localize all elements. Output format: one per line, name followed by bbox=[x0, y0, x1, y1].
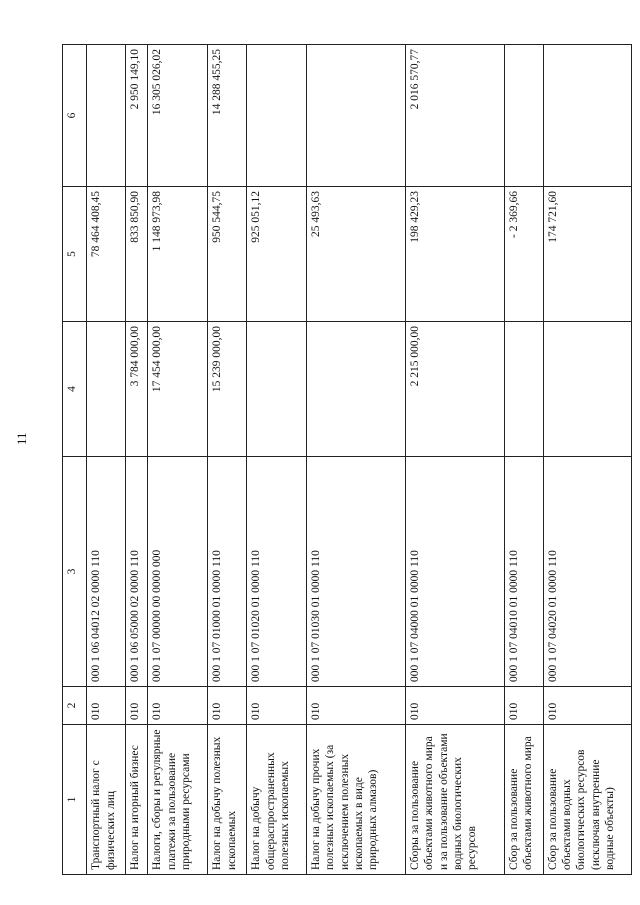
cell-budget-code: 000 1 07 01020 01 0000 110 bbox=[247, 457, 307, 687]
cell-unexecuted: 2 016 570,77 bbox=[405, 45, 504, 187]
cell-approved: 15 239 000,00 bbox=[208, 322, 247, 457]
cell-name: Налог на добычу общераспространенных полезных ископаемых bbox=[247, 725, 307, 875]
column-header: 4 bbox=[63, 322, 87, 457]
table-row bbox=[504, 45, 543, 875]
cell-unexecuted: 2 950 149,10 bbox=[126, 45, 148, 187]
cell-executed: 25 493,63 bbox=[306, 187, 405, 322]
cell-approved: 2 215 000,00 bbox=[405, 322, 504, 457]
cell-budget-code: 000 1 07 01000 01 0000 110 bbox=[208, 457, 247, 687]
cell-executed: 174 721,60 bbox=[543, 187, 631, 322]
cell-executed: 78 464 408,45 bbox=[87, 187, 126, 322]
cell-line-code: 010 bbox=[87, 687, 126, 725]
cell-approved bbox=[87, 322, 126, 457]
header-row bbox=[63, 45, 87, 875]
revenue-table bbox=[62, 44, 632, 875]
cell-unexecuted: 16 305 026,02 bbox=[148, 45, 208, 187]
table-row bbox=[126, 45, 148, 875]
cell-approved: 3 784 000,00 bbox=[126, 322, 148, 457]
cell-line-code: 010 bbox=[504, 687, 543, 725]
table-row bbox=[148, 45, 208, 875]
table-row bbox=[87, 45, 126, 875]
column-header: 3 bbox=[63, 457, 87, 687]
table-row bbox=[405, 45, 504, 875]
cell-budget-code: 000 1 07 01030 01 0000 110 bbox=[306, 457, 405, 687]
cell-unexecuted bbox=[247, 45, 307, 187]
cell-budget-code: 000 1 07 04000 01 0000 110 bbox=[405, 457, 504, 687]
cell-unexecuted bbox=[306, 45, 405, 187]
cell-name: Сбор за пользование объектами водных биологических ресурсов (исключая внутренние водные объекты) bbox=[543, 725, 631, 875]
cell-line-code: 010 bbox=[208, 687, 247, 725]
cell-unexecuted bbox=[543, 45, 631, 187]
cell-name: Сборы за пользование объектами животного мира и за пользование объектами водных биологических ресурсов bbox=[405, 725, 504, 875]
cell-approved bbox=[247, 322, 307, 457]
cell-line-code: 010 bbox=[306, 687, 405, 725]
cell-executed: 925 051,12 bbox=[247, 187, 307, 322]
page-number: 11 bbox=[14, 432, 29, 445]
cell-unexecuted: 14 288 455,25 bbox=[208, 45, 247, 187]
cell-unexecuted bbox=[87, 45, 126, 187]
cell-budget-code: 000 1 06 05000 02 0000 110 bbox=[126, 457, 148, 687]
cell-approved bbox=[306, 322, 405, 457]
cell-budget-code: 000 1 06 04012 02 0000 110 bbox=[87, 457, 126, 687]
cell-executed: 950 544,75 bbox=[208, 187, 247, 322]
cell-name: Налог на игорный бизнес bbox=[126, 725, 148, 875]
cell-executed: 1 148 973,98 bbox=[148, 187, 208, 322]
cell-approved bbox=[543, 322, 631, 457]
cell-name: Сбор за пользование объектами животного мира bbox=[504, 725, 543, 875]
table-row bbox=[247, 45, 307, 875]
cell-approved bbox=[504, 322, 543, 457]
cell-line-code: 010 bbox=[247, 687, 307, 725]
cell-executed: 833 850,90 bbox=[126, 187, 148, 322]
cell-line-code: 010 bbox=[148, 687, 208, 725]
cell-name: Налог на добычу полезных ископаемых bbox=[208, 725, 247, 875]
cell-budget-code: 000 1 07 04010 01 0000 110 bbox=[504, 457, 543, 687]
table-row bbox=[543, 45, 631, 875]
column-header: 5 bbox=[63, 187, 87, 322]
cell-name: Транспортный налог с физических лиц bbox=[87, 725, 126, 875]
table-row bbox=[208, 45, 247, 875]
cell-name: Налог на добычу прочих полезных ископаемых (за исключением полезных ископаемых в виде природных алмазов) bbox=[306, 725, 405, 875]
column-header: 2 bbox=[63, 687, 87, 725]
cell-line-code: 010 bbox=[543, 687, 631, 725]
cell-budget-code: 000 1 07 00000 00 0000 000 bbox=[148, 457, 208, 687]
table-row bbox=[306, 45, 405, 875]
cell-unexecuted bbox=[504, 45, 543, 187]
cell-budget-code: 000 1 07 04020 01 0000 110 bbox=[543, 457, 631, 687]
cell-approved: 17 454 000,00 bbox=[148, 322, 208, 457]
cell-line-code: 010 bbox=[405, 687, 504, 725]
cell-line-code: 010 bbox=[126, 687, 148, 725]
cell-name: Налоги, сборы и регулярные платежи за пользование природными ресурсами bbox=[148, 725, 208, 875]
column-header: 1 bbox=[63, 725, 87, 875]
rotated-page bbox=[62, 45, 632, 875]
column-header: 6 bbox=[63, 45, 87, 187]
cell-executed: - 2 369,66 bbox=[504, 187, 543, 322]
cell-executed: 198 429,23 bbox=[405, 187, 504, 322]
